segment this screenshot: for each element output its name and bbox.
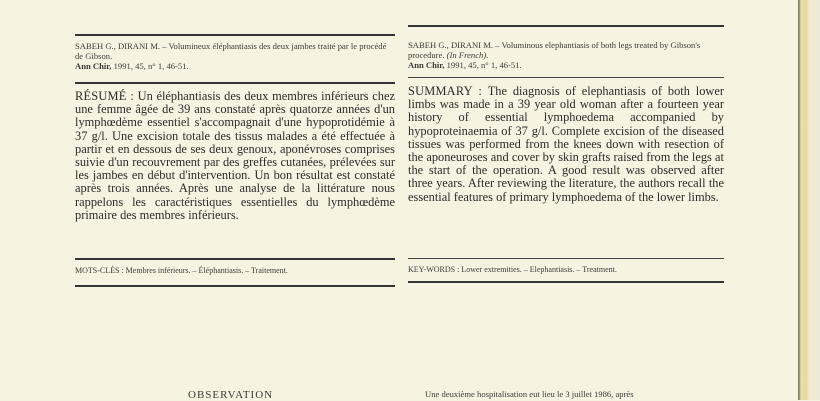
citation-journal: Ann Chir, xyxy=(75,61,112,72)
keywords-label: KEY-WORDS : xyxy=(408,265,460,274)
keywords-line xyxy=(75,266,395,276)
keywords-text: Lower extremities. – Elephantiasis. – Treatment. xyxy=(461,265,617,274)
keywords-text: Membres inférieurs. – Éléphantiasis. – Traitement. xyxy=(125,266,288,275)
keywords-line xyxy=(408,265,724,275)
section-heading: OBSERVATION xyxy=(188,389,274,401)
abstract-rule xyxy=(75,258,395,260)
abstract-text: The diagnosis of elephantiasis of both lower limbs was made in a 39 year old woman after a fourteen year history of essential lymphoedema accompanied by hypoproteinaemia of 37 g/l. Complete excision of the diseased tissues was performed from the knees down with resection of the aponeuroses and cover by skin grafts raised from the legs at the start of the operation. A good result was observed after three years. After reviewing the literature, the authors recall the essential features of primary lymphoedema of the lower limbs. xyxy=(408,84,725,204)
bottom-rule xyxy=(75,285,395,287)
citation-title: Voluminous elephantiasis of both legs treated by Gibson's procedure. xyxy=(408,40,701,61)
citation-title: Volumineux éléphantiasis des deux jambes traité par le procédé de Gibson. xyxy=(75,41,387,62)
abstract-body xyxy=(75,90,395,222)
abstract-rule xyxy=(408,258,724,259)
page-edge xyxy=(798,0,820,400)
top-rule xyxy=(75,34,395,36)
bottom-rule xyxy=(408,281,724,283)
abstract-label: RÉSUMÉ : xyxy=(75,89,134,103)
citation-language: (In French). xyxy=(446,50,489,61)
citation-block xyxy=(408,40,724,71)
citation-reference: 1991, 45, n° 1, 46-51. xyxy=(113,61,189,72)
body-text-start: Une deuxième hospitalisation eut lieu le 3 juillet 1986, après xyxy=(425,389,634,399)
citation-reference: 1991, 45, n° 1, 46-51. xyxy=(446,60,522,71)
keywords-label: MOTS-CLÉS : xyxy=(75,266,124,275)
citation-block xyxy=(75,41,395,72)
abstract-label: SUMMARY : xyxy=(408,84,483,98)
citation-journal: Ann Chir, xyxy=(408,60,445,71)
citation-rule xyxy=(408,77,724,78)
abstract-body xyxy=(408,85,724,204)
citation-rule xyxy=(75,82,395,84)
citation-authors: SABEH G., DIRANI M. – xyxy=(75,41,167,51)
top-rule xyxy=(408,25,724,27)
abstract-text: Un éléphantiasis des deux membres inférieurs chez une femme âgée de 39 ans constaté après quatorze années d'un lymphœdème essentiel s'accompagnait d'une hypoprotidémie à 37 g/l. Une excision totale des tissus malades a été effectuée à partir et en dessous de ses deux genoux, aponévroses comprises suivie d'un recouvrement par des greffes cutanées, prélevées sur les jambes en début d'intervention. Un bon résultat est constaté après trois années. Après une analyse de la littérature nous rappelons les caractéristiques essentielles du lymphœdème primaire des membres inférieurs. xyxy=(75,89,395,222)
citation-authors: SABEH G., DIRANI M. – xyxy=(408,40,500,50)
